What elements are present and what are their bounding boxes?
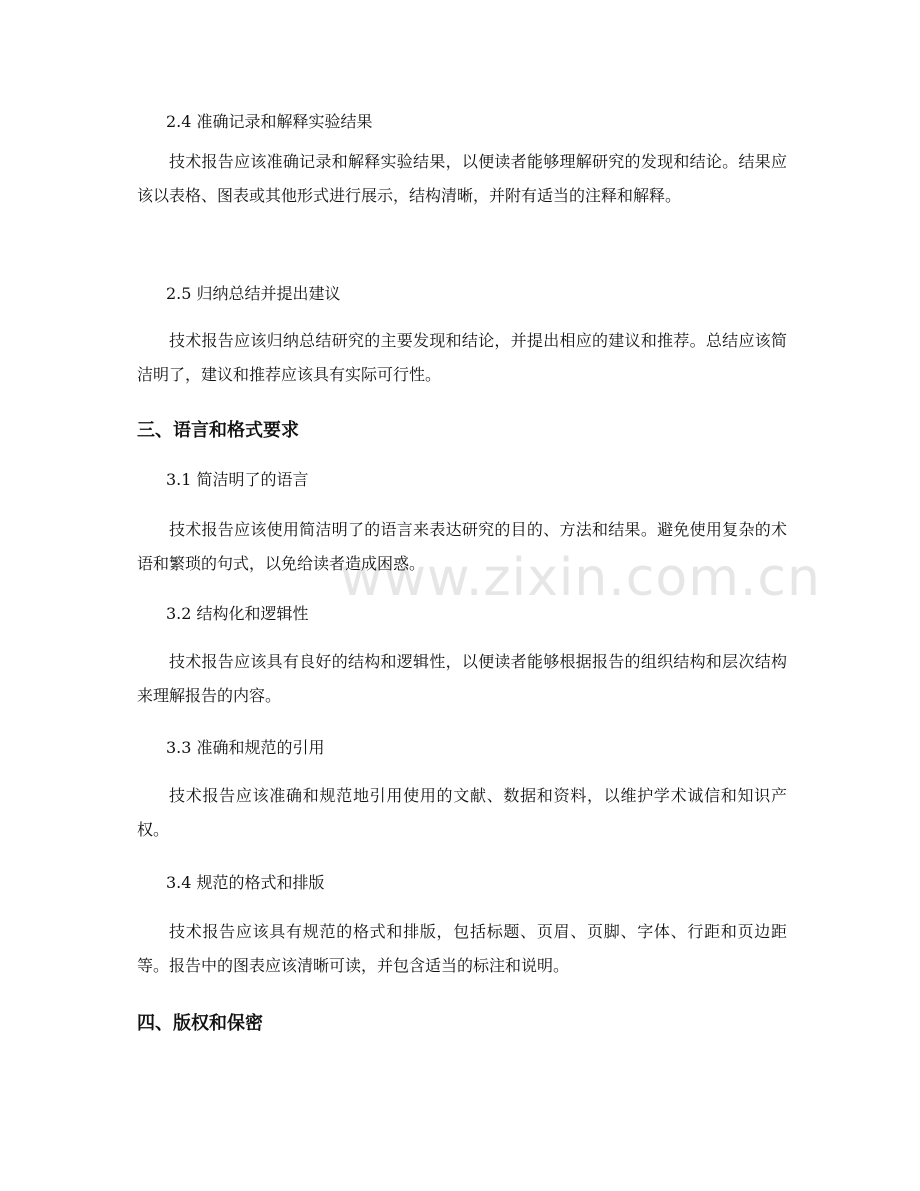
subheading-3-3: 3.3 准确和规范的引用: [166, 738, 325, 757]
section-heading-3: 三、语言和格式要求: [137, 420, 299, 441]
subheading-3-4: 3.4 规范的格式和排版: [166, 873, 325, 892]
paragraph-3-3: 技术报告应该准确和规范地引用使用的文献、数据和资料，以维护学术诚信和知识产权。: [137, 786, 787, 839]
subheading-2-4: 2.4 准确记录和解释实验结果: [166, 112, 373, 131]
paragraph-3-1: 技术报告应该使用简洁明了的语言来表达研究的目的、方法和结果。避免使用复杂的术语和繁琐的句式，以免给读者造成困惑。: [137, 520, 787, 573]
subheading-3-2: 3.2 结构化和逻辑性: [166, 604, 309, 623]
paragraph-3-4: 技术报告应该具有规范的格式和排版，包括标题、页眉、页脚、字体、行距和页边距等。报告中的图表应该清晰可读，并包含适当的标注和说明。: [137, 922, 787, 975]
subheading-3-1: 3.1 简洁明了的语言: [166, 470, 309, 489]
paragraph-3-2: 技术报告应该具有良好的结构和逻辑性，以便读者能够根据报告的组织结构和层次结构来理解报告的内容。: [137, 652, 787, 705]
paragraph-2-5: 技术报告应该归纳总结研究的主要发现和结论，并提出相应的建议和推荐。总结应该简洁明了，建议和推荐应该具有实际可行性。: [137, 331, 787, 384]
section-heading-4: 四、版权和保密: [137, 1013, 263, 1034]
subheading-2-5: 2.5 归纳总结并提出建议: [166, 284, 341, 303]
paragraph-2-4: 技术报告应该准确记录和解释实验结果，以便读者能够理解研究的发现和结论。结果应该以表格、图表或其他形式进行展示，结构清晰，并附有适当的注释和解释。: [137, 152, 787, 205]
watermark: www.zixin.com.cn: [340, 548, 821, 608]
